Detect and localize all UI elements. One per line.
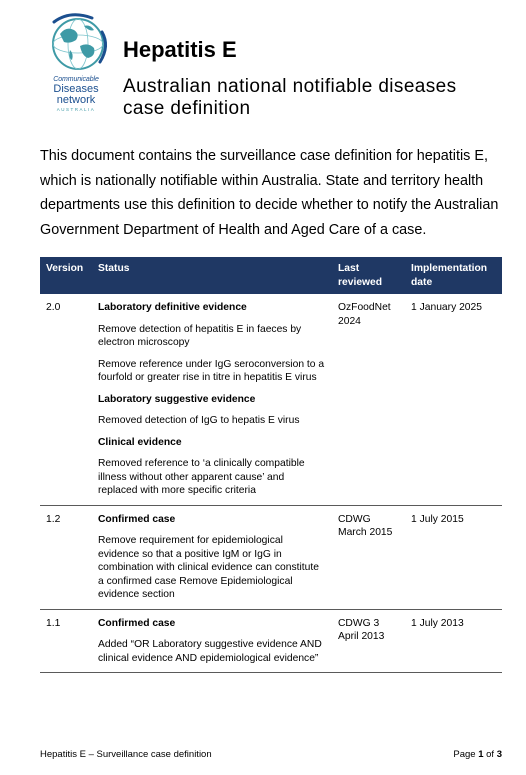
row-last-reviewed: OzFoodNet 2024 [332,294,405,505]
cdna-logo [40,12,112,120]
status-heading: Laboratory suggestive evidence [98,393,256,405]
status-item: Remove detection of hepatitis E in faeces by electron microscopy [98,323,302,348]
logo-line-4: AUSTRALIA [56,107,96,112]
row-status [92,609,332,673]
status-heading: Laboratory definitive evidence [98,302,247,313]
globe-icon [40,12,112,76]
logo-wordmark [40,76,112,113]
table-header-row [40,257,502,294]
header-version: Version [40,257,92,294]
status-item: Added “OR Laboratory suggestive evidence AND clinical evidence AND epidemiological evidence” [98,639,322,664]
page-title: Hepatitis E [123,37,237,62]
row-version: 1.2 [40,505,92,609]
table-row [40,609,502,673]
footer-page-number [453,749,502,760]
footer-page-current: 1 [478,749,484,760]
version-history-table [40,257,502,673]
row-version: 2.0 [40,294,92,505]
status-heading: Confirmed case [98,617,176,629]
table-row [40,294,502,505]
row-version: 1.1 [40,609,92,673]
logo-line-2: Diseases [53,83,99,95]
status-item: Removed detection of IgG to hepatis E virus [98,415,300,426]
row-implementation-date: 1 January 2025 [405,294,502,505]
row-last-reviewed: CDWG 3 April 2013 [332,609,405,673]
footer-page-total: 3 [496,749,502,760]
status-item: Remove reference under IgG seroconversion to a fourfold or greater rise in titre in hepatitis E virus [98,358,325,383]
status-heading: Clinical evidence [98,436,182,448]
header-last-reviewed: Last reviewed [332,257,405,294]
row-implementation-date: 1 July 2013 [405,609,502,673]
intro-paragraph: This document contains the surveillance case definition for hepatitis E, which is nationally notifiable within Australia. State and territory health departments use this definition to decide whether to notify the Australian Government Department of Health and Aged Care of a case. [40,148,499,238]
status-heading: Confirmed case [98,513,176,525]
logo-line-1: Communicable [53,76,99,83]
header-status: Status [92,257,332,294]
logo-line-3: network [56,94,96,106]
header-implementation-date: Implementation date [405,257,502,294]
footer-document-title: Hepatitis E – Surveillance case definition [40,749,212,760]
row-status [92,505,332,609]
row-last-reviewed: CDWG March 2015 [332,505,405,609]
row-implementation-date: 1 July 2015 [405,505,502,609]
status-item: Remove requirement for epidemiological evidence so that a positive IgM or IgG in combination with clinical evidence can constitute a confirmed case Remove Epidemiological evidence section [98,535,319,600]
table-row [40,505,502,609]
row-status [92,294,332,505]
footer-page-label: Page [453,749,476,760]
page-subtitle: Australian national notifiable diseases case definition [123,76,457,119]
footer-page-of: of [486,749,495,760]
status-item: Removed reference to ‘a clinically compatible illness without other apparent cause’ and replaced with more specific criteria [98,458,305,496]
